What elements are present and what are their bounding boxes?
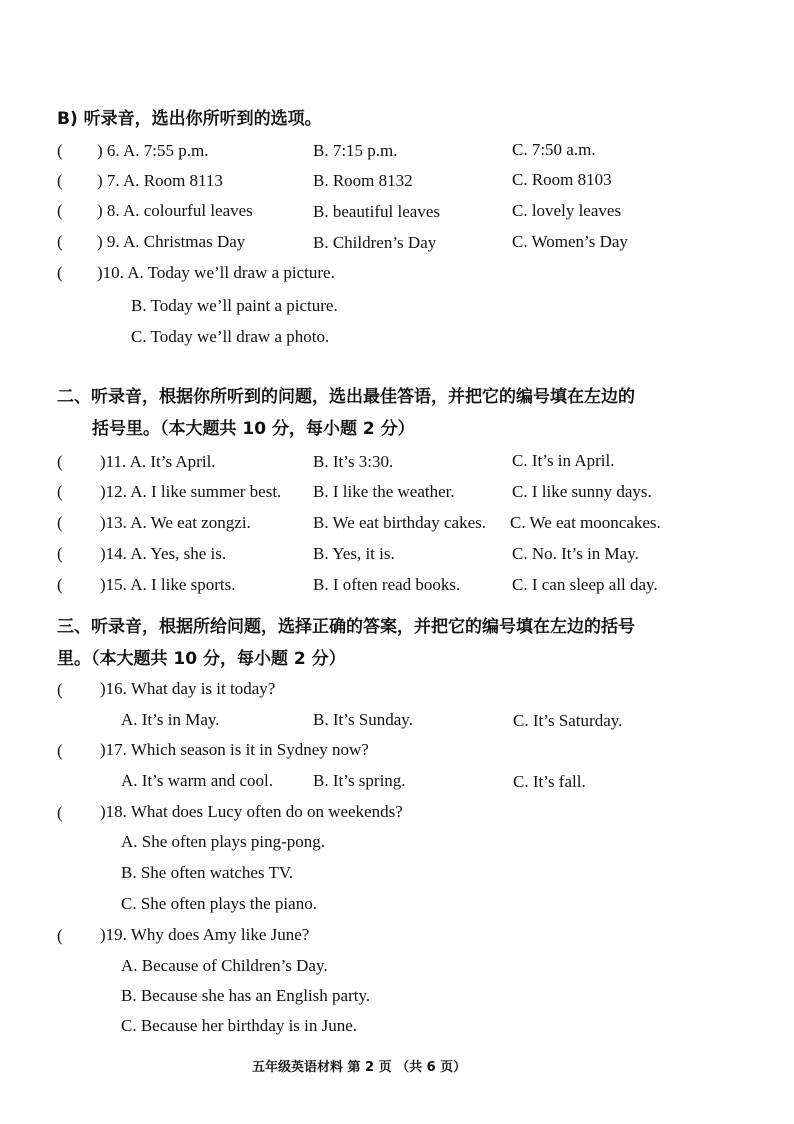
- option-a: ) 7. A. Room 8113: [97, 171, 223, 190]
- option-a: ) 6. A. 7:55 p.m.: [97, 141, 209, 160]
- section-3-heading-line2: 里。（本大题共 10 分，每小题 2 分）: [57, 649, 346, 669]
- answer-paren: (: [57, 482, 63, 501]
- option-b: B. Because she has an English party.: [121, 986, 371, 1005]
- option-c: C. lovely leaves: [512, 201, 622, 220]
- answer-paren: (: [57, 171, 63, 190]
- option-a: )13. A. We eat zongzi.: [100, 513, 251, 532]
- answer-paren: (: [57, 741, 63, 760]
- answer-paren: (: [57, 201, 63, 220]
- option-c: C. Women’s Day: [512, 232, 628, 251]
- option-a: A. It’s warm and cool.: [121, 771, 274, 790]
- option-b: B. beautiful leaves: [313, 202, 440, 221]
- option-b: B. It’s 3:30.: [313, 452, 394, 471]
- option-c: C. I like sunny days.: [512, 482, 652, 501]
- option-c: C. It’s Saturday.: [513, 711, 623, 730]
- option-a: A. She often plays ping-pong.: [121, 832, 325, 851]
- option-b: B. It’s spring.: [313, 771, 406, 790]
- answer-paren: (: [57, 926, 63, 945]
- option-c: C. 7:50 a.m.: [512, 140, 596, 159]
- option-c: C. Because her birthday is in June.: [121, 1016, 358, 1035]
- question-text: )19. Why does Amy like June?: [100, 925, 310, 944]
- option-b: B. We eat birthday cakes.: [313, 513, 486, 532]
- answer-paren: (: [57, 680, 63, 699]
- section-b-heading: B) 听录音，选出你所听到的选项。: [57, 109, 322, 129]
- answer-paren: (: [57, 544, 63, 563]
- option-a: )15. A. I like sports.: [100, 575, 236, 594]
- option-b: B. She often watches TV.: [121, 863, 294, 882]
- option-c: C. I can sleep all day.: [512, 575, 658, 594]
- option-a: A. Because of Children’s Day.: [121, 956, 328, 975]
- option-a: )12. A. I like summer best.: [100, 482, 282, 501]
- option-c: C. It’s fall.: [513, 772, 586, 791]
- answer-paren: (: [57, 232, 63, 251]
- option-a: ) 8. A. colourful leaves: [97, 201, 253, 220]
- section-2-heading-line1: 二、听录音，根据你所听到的问题，选出最佳答语，并把它的编号填在左边的: [57, 387, 635, 407]
- question-text: )17. Which season is it in Sydney now?: [100, 740, 369, 759]
- answer-paren: (: [57, 513, 63, 532]
- option-c: C. Room 8103: [512, 170, 612, 189]
- option-c: C. We eat mooncakes.: [510, 513, 661, 532]
- answer-paren: (: [57, 263, 63, 282]
- option-b: B. I like the weather.: [313, 482, 455, 501]
- question-text: )16. What day is it today?: [100, 679, 276, 698]
- option-a: )10. A. Today we’ll draw a picture.: [97, 263, 335, 282]
- answer-paren: (: [57, 141, 63, 160]
- section-2-heading-line2: 括号里。（本大题共 10 分，每小题 2 分）: [92, 419, 415, 439]
- option-a: )11. A. It’s April.: [100, 452, 216, 471]
- answer-paren: (: [57, 575, 63, 594]
- option-c: C. She often plays the piano.: [121, 894, 317, 913]
- option-b: B. Yes, it is.: [313, 544, 395, 563]
- option-b: B. Room 8132: [313, 171, 413, 190]
- option-b: B. It’s Sunday.: [313, 710, 413, 729]
- option-c: C. Today we’ll draw a photo.: [131, 327, 330, 346]
- option-b: B. I often read books.: [313, 575, 461, 594]
- option-a: A. It’s in May.: [121, 710, 220, 729]
- page-footer: 五年级英语材料 第 2 页 （共 6 页）: [252, 1060, 467, 1075]
- question-text: )18. What does Lucy often do on weekends?: [100, 802, 403, 821]
- answer-paren: (: [57, 803, 63, 822]
- section-3-heading-line1: 三、听录音，根据所给问题，选择正确的答案，并把它的编号填在左边的括号: [57, 617, 635, 637]
- option-c: C. No. It’s in May.: [512, 544, 639, 563]
- answer-paren: (: [57, 452, 63, 471]
- option-b: B. Children’s Day: [313, 233, 437, 252]
- option-a: )14. A. Yes, she is.: [100, 544, 227, 563]
- option-b: B. Today we’ll paint a picture.: [131, 296, 338, 315]
- option-c: C. It’s in April.: [512, 451, 615, 470]
- option-a: ) 9. A. Christmas Day: [97, 232, 246, 251]
- option-b: B. 7:15 p.m.: [313, 141, 398, 160]
